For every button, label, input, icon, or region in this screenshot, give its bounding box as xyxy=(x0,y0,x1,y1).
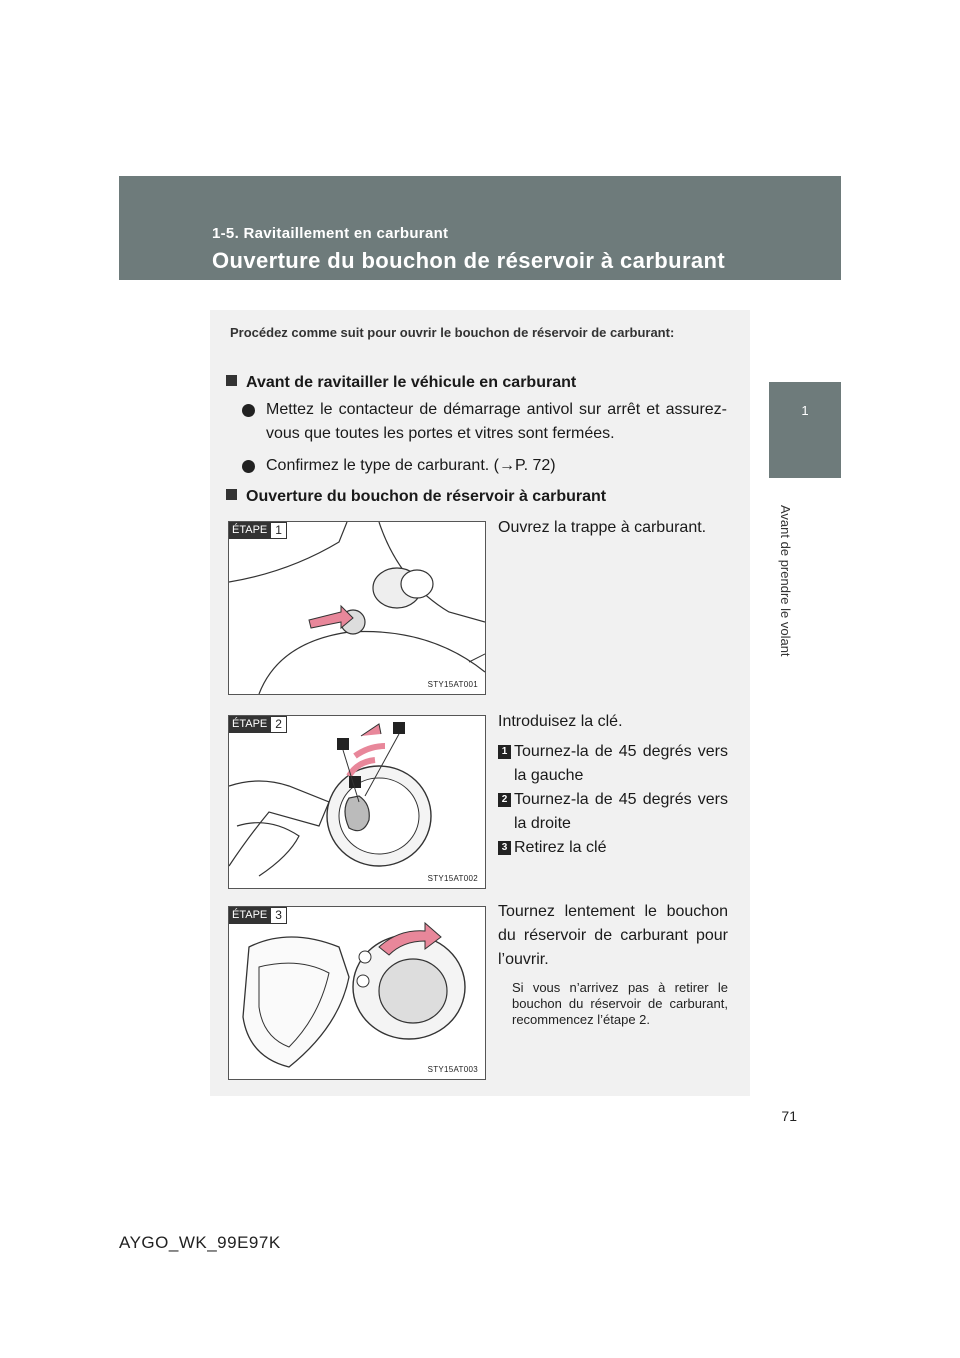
substep-number-icon: 3 xyxy=(498,841,511,855)
chapter-label: Avant de prendre le volant xyxy=(778,505,793,657)
fuel-door-illustration xyxy=(229,522,485,694)
square-bullet-icon xyxy=(226,489,237,500)
bullet-item: Mettez le contacteur de démarrage antivol sur arrêt et assurez-vous que toutes les portes et vitres sont fermées. xyxy=(242,398,727,446)
step-badge: ÉTAPE 1 xyxy=(229,522,287,539)
step-2-text: Introduisez la clé. xyxy=(498,713,623,730)
intro-text: Procédez comme suit pour ouvrir le bouchon de réservoir de carburant: xyxy=(230,325,675,340)
substep-number-icon: 1 xyxy=(498,745,511,759)
figure-code: STY15AT002 xyxy=(427,874,478,883)
step-3-text: Tournez lentement le bouchon du réservoir de carburant pour l’ouvrir. xyxy=(498,903,728,968)
chapter-number: 1 xyxy=(801,403,809,418)
page-title: Ouverture du bouchon de réservoir à carburant xyxy=(212,248,726,273)
round-bullet-icon xyxy=(242,404,255,417)
step-badge: ÉTAPE 3 xyxy=(229,907,287,924)
step-3-note: Si vous n’arrivez pas à retirer le bouchon du réservoir de carburant, recommencez l’étape 2. xyxy=(512,980,728,1027)
cap-turning-illustration xyxy=(229,907,485,1079)
substep-number-icon: 2 xyxy=(498,793,511,807)
square-bullet-icon xyxy=(226,375,237,386)
bullet-item: Confirmez le type de carburant. (→P. 72) xyxy=(242,454,727,478)
figure-step-2 xyxy=(228,715,486,889)
figure-code: STY15AT001 xyxy=(427,680,478,689)
key-insertion-illustration xyxy=(229,716,485,888)
substep-item: 3 Retirez la clé xyxy=(498,836,728,860)
section-heading-before-refuel: Avant de ravitailler le véhicule en carburant xyxy=(226,374,576,392)
document-code: AYGO_WK_99E97K xyxy=(119,1233,281,1252)
step-badge: ÉTAPE 2 xyxy=(229,716,287,733)
round-bullet-icon xyxy=(242,460,255,473)
substep-item: 1 Tournez-la de 45 degrés vers la gauche xyxy=(498,740,728,788)
section-label: 1-5. Ravitaillement en carburant xyxy=(212,225,449,242)
content-panel xyxy=(210,310,750,1096)
step-1-text: Ouvrez la trappe à carburant. xyxy=(498,519,707,536)
page-number: 71 xyxy=(781,1108,797,1124)
header-band xyxy=(119,176,841,280)
section-heading-opening-cap: Ouverture du bouchon de réservoir à carburant xyxy=(226,488,606,506)
figure-code: STY15AT003 xyxy=(427,1065,478,1074)
substep-item: 2 Tournez-la de 45 degrés vers la droite xyxy=(498,788,728,836)
figure-step-1 xyxy=(228,521,486,695)
figure-step-3 xyxy=(228,906,486,1080)
chapter-tab xyxy=(769,382,841,478)
